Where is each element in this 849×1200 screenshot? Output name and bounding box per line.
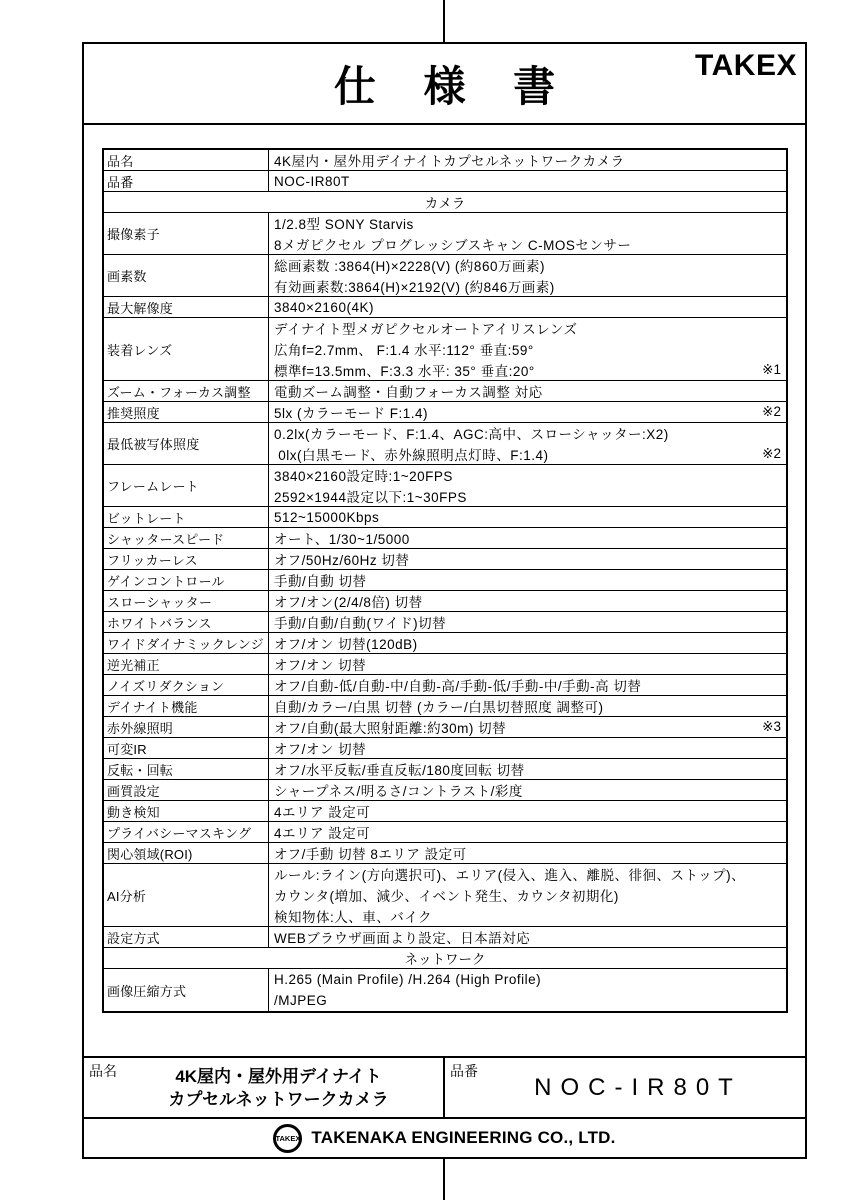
spec-row-value xyxy=(269,759,786,779)
spec-value-text: オフ/自動(最大照射距離:約30m) 切替 xyxy=(274,721,507,736)
footer-title-row xyxy=(84,1056,805,1117)
bottom-center-fold-mark xyxy=(443,1159,445,1200)
spec-row-value xyxy=(269,528,786,548)
spec-row-value xyxy=(269,570,786,590)
spec-row-value xyxy=(269,654,786,674)
spec-section-header xyxy=(104,192,786,213)
spec-row-label: 設定方式 xyxy=(104,927,269,947)
spec-row xyxy=(104,822,786,843)
spec-value-text: NOC-IR80T xyxy=(274,173,350,189)
spec-row-value xyxy=(269,255,786,296)
spec-row xyxy=(104,591,786,612)
spec-row xyxy=(104,633,786,654)
spec-row-label: プライバシーマスキング xyxy=(104,822,269,842)
spec-value-text: オフ/50Hz/60Hz 切替 xyxy=(274,553,410,568)
spec-row-label: 反転・回転 xyxy=(104,759,269,779)
spec-row xyxy=(104,759,786,780)
spec-row-label: 逆光補正 xyxy=(104,654,269,674)
spec-row xyxy=(104,465,786,507)
spec-row-value xyxy=(269,549,786,569)
spec-table xyxy=(102,148,788,1013)
footer-model-label: 品番 xyxy=(450,1063,478,1079)
footer-product-name-line2: カプセルネットワークカメラ xyxy=(168,1089,389,1109)
reference-note: ※2 xyxy=(762,445,781,461)
spec-row xyxy=(104,255,786,297)
reference-note: ※1 xyxy=(762,361,781,377)
spec-row xyxy=(104,738,786,759)
spec-row xyxy=(104,969,786,1011)
spec-value-text: 総画素数 :3864(H)×2228(V) (約860万画素) xyxy=(274,259,545,275)
spec-value-text: オフ/水平反転/垂直反転/180度回転 切替 xyxy=(274,763,525,778)
spec-value-text: 4エリア 設定可 xyxy=(274,826,371,841)
spec-row-label: ホワイトバランス xyxy=(104,612,269,632)
spec-row-label: ズーム・フォーカス調整 xyxy=(104,381,269,401)
takex-brand-logo: TAKEX xyxy=(695,49,797,82)
spec-row-label: ワイドダイナミックレンジ xyxy=(104,633,269,653)
spec-row xyxy=(104,570,786,591)
spec-row-label: 関心領域(ROI) xyxy=(104,843,269,863)
spec-row-value xyxy=(269,927,786,947)
spec-row-value xyxy=(269,402,786,422)
spec-row-value xyxy=(269,297,786,317)
footer-product-name-line1: 4K屋内・屋外用デイナイト xyxy=(175,1066,382,1086)
spec-row-value xyxy=(269,591,786,611)
spec-row-label: デイナイト機能 xyxy=(104,696,269,716)
spec-row-value xyxy=(269,822,786,842)
spec-row-label: スローシャッター xyxy=(104,591,269,611)
spec-row-label: 品名 xyxy=(104,150,269,170)
spec-value-text: 検知物体:人、車、バイク xyxy=(274,909,432,925)
spec-row xyxy=(104,843,786,864)
spec-row-value xyxy=(269,738,786,758)
spec-row xyxy=(104,549,786,570)
spec-value-text: オフ/オン 切替(120dB) xyxy=(274,637,418,652)
spec-row-value xyxy=(269,381,786,401)
takex-circle-logo-icon xyxy=(273,1124,302,1153)
footer-model-cell xyxy=(445,1058,805,1117)
spec-row-label: フレームレート xyxy=(104,465,269,506)
spec-row xyxy=(104,297,786,318)
reference-note: ※3 xyxy=(762,719,781,734)
takex-circle-logo-text: TAKEX xyxy=(275,1133,301,1143)
spec-row xyxy=(104,864,786,927)
title-bar xyxy=(84,44,805,125)
spec-row-value xyxy=(269,864,786,926)
spec-value-text: 0lx(白黒モード、赤外線照明点灯時、F:1.4) xyxy=(274,447,549,463)
spec-row-value xyxy=(269,465,786,506)
spec-value-text: 0.2lx(カラーモード、F:1.4、AGC:高中、スローシャッター:X2) xyxy=(274,427,669,443)
spec-row-value xyxy=(269,780,786,800)
spec-row-label: 品番 xyxy=(104,171,269,191)
spec-row-label: 撮像素子 xyxy=(104,213,269,254)
spec-row xyxy=(104,927,786,948)
spec-row-label: ビットレート xyxy=(104,507,269,527)
spec-row-label: 赤外線照明 xyxy=(104,717,269,737)
spec-row-value xyxy=(269,318,786,380)
spec-row-value xyxy=(269,633,786,653)
spec-value-text: H.265 (Main Profile) /H.264 (High Profile) xyxy=(274,972,542,987)
footer-product-name xyxy=(168,1065,388,1111)
spec-value-text: /MJPEG xyxy=(274,993,328,1008)
spec-row xyxy=(104,612,786,633)
footer-model-number: NOC-IR80T xyxy=(534,1073,742,1101)
spec-row xyxy=(104,654,786,675)
spec-row xyxy=(104,381,786,402)
company-bar xyxy=(84,1117,805,1157)
spec-row xyxy=(104,171,786,192)
spec-value-text: カウンタ(増加、減少、イベント発生、カウンタ初期化) xyxy=(274,889,619,904)
spec-row-label: 最大解像度 xyxy=(104,297,269,317)
spec-row xyxy=(104,696,786,717)
spec-row xyxy=(104,801,786,822)
spec-row xyxy=(104,423,786,465)
spec-value-text: 手動/自動 切替 xyxy=(274,574,367,589)
spec-row-label: AI分析 xyxy=(104,864,269,926)
footer-name-label: 品名 xyxy=(89,1063,117,1079)
spec-value-text: WEBブラウザ画面より設定、日本語対応 xyxy=(274,931,531,946)
spec-value-text: デイナイト型メガピクセルオートアイリスレンズ xyxy=(274,322,578,338)
spec-row xyxy=(104,717,786,738)
spec-value-text: オフ/オン 切替 xyxy=(274,742,367,757)
spec-value-text: 2592×1944設定以下:1~30FPS xyxy=(274,489,467,505)
spec-row-value xyxy=(269,675,786,695)
spec-row xyxy=(104,213,786,255)
spec-row-label: 画質設定 xyxy=(104,780,269,800)
spec-value-text: シャープネス/明るさ/コントラスト/彩度 xyxy=(274,784,523,799)
spec-row-label: フリッカーレス xyxy=(104,549,269,569)
spec-row-value xyxy=(269,801,786,821)
spec-value-text: 自動/カラー/白黒 切替 (カラー/白黒切替照度 調整可) xyxy=(274,700,604,715)
spec-value-text: 4K屋内・屋外用デイナイトカプセルネットワークカメラ xyxy=(274,154,625,169)
spec-row-label: ノイズリダクション xyxy=(104,675,269,695)
spec-row-label: 画像圧縮方式 xyxy=(104,969,269,1011)
spec-row xyxy=(104,318,786,381)
spec-row-value xyxy=(269,969,786,1011)
spec-row xyxy=(104,528,786,549)
spec-row xyxy=(104,507,786,528)
spec-value-text: 8メガピクセル プログレッシブスキャン C-MOSセンサー xyxy=(274,237,632,253)
spec-value-text: 有効画素数:3864(H)×2192(V) (約846万画素) xyxy=(274,279,555,295)
spec-row-value xyxy=(269,171,786,191)
spec-row-label: 推奨照度 xyxy=(104,402,269,422)
spec-value-text: 標準f=13.5mm、F:3.3 水平: 35° 垂直:20° xyxy=(274,363,535,379)
spec-row-label: シャッタースピード xyxy=(104,528,269,548)
spec-value-text: オフ/自動-低/自動-中/自動-高/手動-低/手動-中/手動-高 切替 xyxy=(274,679,642,694)
spec-value-text: オート、1/30~1/5000 xyxy=(274,532,410,547)
spec-section-title: ネットワーク xyxy=(404,952,486,967)
footer-product-name-cell xyxy=(84,1058,445,1117)
spec-row-value xyxy=(269,507,786,527)
spec-row-value xyxy=(269,612,786,632)
spec-value-text: オフ/オン(2/4/8倍) 切替 xyxy=(274,595,423,610)
spec-row-label: 可変IR xyxy=(104,738,269,758)
spec-row-label: 画素数 xyxy=(104,255,269,296)
top-center-fold-mark xyxy=(443,0,445,42)
spec-row-label: 最低被写体照度 xyxy=(104,423,269,464)
spec-value-text: 手動/自動/自動(ワイド)切替 xyxy=(274,616,447,631)
spec-value-text: 電動ズーム調整・自動フォーカス調整 対応 xyxy=(274,385,543,400)
spec-row-value xyxy=(269,696,786,716)
spec-row xyxy=(104,150,786,171)
spec-value-text: 広角f=2.7mm、 F:1.4 水平:112° 垂直:59° xyxy=(274,343,534,358)
spec-row-value xyxy=(269,843,786,863)
spec-value-text: ルール:ライン(方向選択可)、エリア(侵入、進入、離脱、徘徊、ストップ)、 xyxy=(274,868,746,884)
spec-row xyxy=(104,675,786,696)
spec-row-label: 動き検知 xyxy=(104,801,269,821)
company-name: TAKENAKA ENGINEERING CO., LTD. xyxy=(311,1128,616,1147)
spec-section-title: カメラ xyxy=(424,196,466,211)
spec-section-header xyxy=(104,948,786,969)
footer-block xyxy=(84,1056,805,1157)
sheet-border xyxy=(82,42,807,1159)
spec-row-value xyxy=(269,150,786,170)
spec-value-text: 3840×2160設定時:1~20FPS xyxy=(274,469,453,485)
spec-row-value xyxy=(269,213,786,254)
reference-note: ※2 xyxy=(762,404,781,419)
spec-value-text: 3840×2160(4K) xyxy=(274,299,374,315)
spec-value-text: 5lx (カラーモード F:1.4) xyxy=(274,406,428,421)
document-title: 仕 様 書 xyxy=(333,62,574,110)
spec-value-text: 1/2.8型 SONY Starvis xyxy=(274,217,414,233)
spec-row-value xyxy=(269,717,786,737)
spec-value-text: 4エリア 設定可 xyxy=(274,805,371,820)
spec-value-text: 512~15000Kbps xyxy=(274,509,380,525)
spec-row xyxy=(104,780,786,801)
spec-row-label: ゲインコントロール xyxy=(104,570,269,590)
spec-row xyxy=(104,402,786,423)
spec-value-text: オフ/オン 切替 xyxy=(274,658,367,673)
spec-row-value xyxy=(269,423,786,464)
spec-value-text: オフ/手動 切替 8エリア 設定可 xyxy=(274,847,467,862)
spec-row-label: 装着レンズ xyxy=(104,318,269,380)
